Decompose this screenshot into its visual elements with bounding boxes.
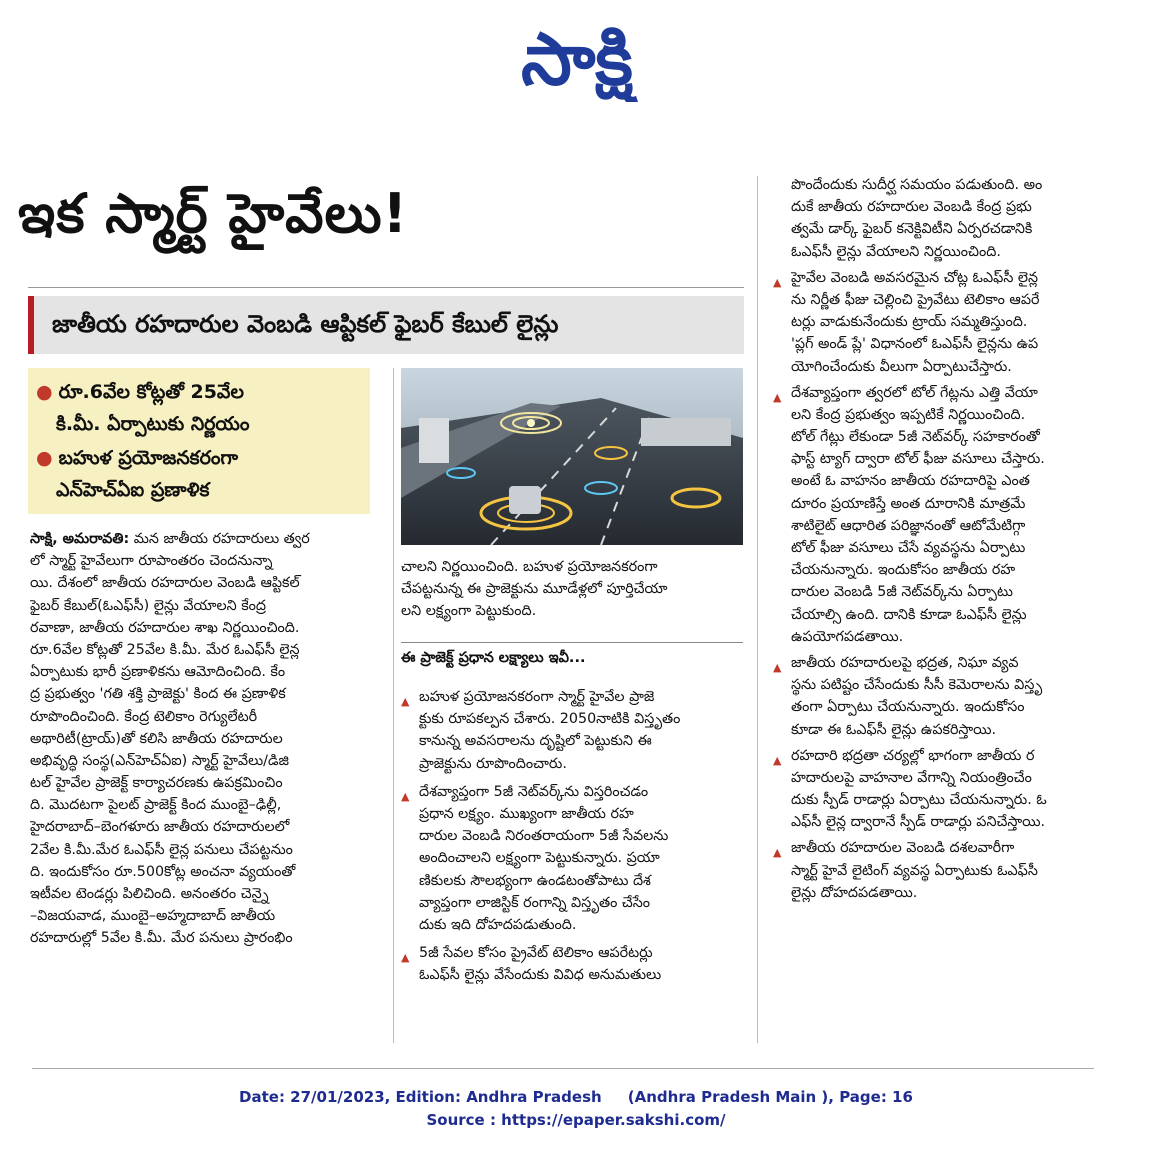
highlight-item: ● రూ.6వేల కోట్లతో 25వేల (36, 381, 244, 403)
article-line: ఇటీవల టెండర్లు పిలిచింది. అనంతరం చెన్నై (30, 886, 269, 902)
article-line: ద్ర ప్రభుత్వం 'గతి శక్తి ప్రాజెక్టు' కింద ఈ ప్రణాళిక (30, 686, 286, 703)
highlight-item-cont: కి.మీ. ఏర్పాటుకు నిర్ణయం (56, 413, 250, 435)
point-item (773, 267, 1125, 378)
article-line: అథారిటీ(ట్రాయ్)తో కలిసి జాతీయ రహదారుల (30, 730, 283, 747)
article-column-3 (773, 174, 1125, 904)
article-column-1 (30, 528, 372, 950)
sakshi-logo-icon (470, 6, 685, 102)
point-item (773, 745, 1125, 834)
goal-line: అందించాలని లక్ష్యంగా పెట్టుకున్నారు. ప్రయా (419, 850, 660, 867)
headline-divider (28, 287, 744, 288)
point-line: టోల్ ఫీజు వసూలు చేసే వ్యవస్థను ఏర్పాటు (791, 540, 1026, 556)
article-line: సాక్షి, అమరావతి: మన జాతీయ రహదారులు త్వర (30, 531, 310, 547)
svg-text:సాక్షి: సాక్షి (521, 17, 633, 101)
triangle-bullet-icon: ▲ (773, 275, 782, 289)
highlight-item: ● బహుళ ప్రయోజనకరంగా (36, 447, 238, 469)
column-divider (393, 368, 394, 1043)
article-line: అభివృద్ధి సంస్థ(ఎన్‌హెచ్‌ఏఐ) స్మార్ట్ హైవేలు/డిజి (30, 752, 290, 769)
goal-line: బహుళ ప్రయోజనకరంగా స్మార్ట్ హైవేల ప్రాజె (419, 689, 655, 705)
article-line: –విజయవాడ, ముంబై–అహ్మదాబాద్ జాతీయ (30, 908, 276, 925)
goal-line: ఓఎఫ్‌సీ లైన్లు వేసేందుకు వివిధ అనుమతులు (419, 967, 662, 984)
highlight-item-cont: ఎన్‌హెచ్‌ఏఐ ప్రణాళిక (56, 479, 210, 501)
point-line: లని కేంద్ర ప్రభుత్వం ఇప్పటికే నిర్ణయించింది. (791, 406, 1026, 423)
point-line: ను నిర్ణీత ఫీజు చెల్లించి ప్రైవేటు టెలికాం ఆపరే (791, 291, 1040, 308)
point-line: హదారులపై వాహనాల వేగాన్ని నియంత్రించేం (791, 769, 1032, 786)
point-item (773, 652, 1125, 741)
article-line: టల్ హైవేల ప్రాజెక్ట్ కార్యాచరణకు ఉపక్రమించిం (30, 775, 283, 792)
article-line: దుకే జాతీయ రహదారుల వెంబడి కేంద్ర ప్రభు (791, 199, 1032, 216)
point-line: టోల్ గేట్లు లేకుండా 5జీ నెట్‌వర్క్ సహకారంతో (791, 429, 1040, 446)
article-line: లని లక్ష్యంగా పెట్టుకుంది. (401, 603, 537, 620)
point-line: లైన్లు దోహదపడతాయి. (791, 884, 918, 901)
article-line: ది. మొదటగా పైలట్ ప్రాజెక్ట్ కింద ముంబై–ఢిల్లీ, (30, 797, 282, 814)
triangle-bullet-icon: ▲ (773, 660, 782, 674)
point-line: ఫాస్ట్ ట్యాగ్ ద్వారా టోల్ ఫీజు వసూలు చేస్తారు. (791, 451, 1045, 468)
subheadline: జాతీయ రహదారుల వెంబడి ఆప్టికల్ ఫైబర్ కేబుల్ లైన్లు (52, 310, 559, 338)
goal-line: వ్యాప్తంగా లాజిస్టిక్ రంగాన్ని విస్తృతం చేసేం (419, 894, 651, 911)
masthead-logo (470, 6, 685, 102)
point-item (773, 837, 1125, 904)
goal-line: దేశవ్యాప్తంగా 5జీ నెట్‌వర్క్‌ను విస్తరించడం (419, 783, 649, 800)
article-line: త్వమే డార్క్ ఫైబర్ కనెక్టివిటీని ఏర్పరచడానికి (791, 221, 1033, 238)
goal-line: ప్రధాన లక్ష్యం. ముఖ్యంగా జాతీయ రహ (419, 805, 634, 822)
article-line: ఓఎఫ్‌సీ లైన్లు వేయాలని నిర్ణయించింది. (791, 243, 1001, 260)
goal-line: దారుల వెంబడి నిరంతరాయంగా 5జీ సేవలను (419, 828, 669, 845)
point-item (773, 382, 1125, 648)
point-line: 'ప్లగ్ అండ్ ప్లే' విధానంలో ఓఎఫ్‌సీ లైన్లను ఉప (791, 336, 1039, 353)
bullet-icon: ● (36, 381, 53, 403)
point-line: ఉపయోగపడతాయి. (791, 628, 904, 645)
point-line: దూరం ప్రయాణిస్తే అంత దూరానికి మాత్రమే (791, 495, 1026, 512)
article-line: యి. దేశంలో జాతీయ రహదారుల వెంబడి ఆప్టికల్ (30, 575, 300, 592)
point-line: తంగా ఏర్పాటు చేయనున్నారు. ఇందుకోసం (791, 699, 1025, 716)
article-line: రూ.6వేల కోట్లతో 25వేల కి.మీ. మేర ఓఎఫ్‌సీ లైన్ల (30, 641, 300, 658)
point-line: రహదారి భద్రతా చర్యల్లో భాగంగా జాతీయ ర (791, 747, 1035, 764)
headline: ఇక స్మార్ట్ హైవేలు! (18, 182, 409, 245)
point-line: చేయాల్సి ఉంది. దానికి కూడా ఓఎఫ్‌సీ లైన్లు (791, 606, 1027, 623)
triangle-bullet-icon: ▲ (401, 789, 410, 803)
column3-intro (773, 174, 1125, 263)
article-line: 2వేల కి.మీ.మేర ఓఎఫ్‌సీ లైన్ల పనులు చేపట్టనుం (30, 841, 293, 858)
dateline: సాక్షి, అమరావతి: (30, 531, 130, 547)
point-line: అంటే ఓ వాహనం జాతీయ రహదారిపై ఎంత (791, 473, 1030, 490)
smart-highway-image-icon (401, 368, 743, 545)
point-line: స్మార్ట్ హైవే లైటింగ్ వ్యవస్థ ఏర్పాటుకు ఓఎఫ్‌సీ (791, 862, 1038, 879)
goal-line: క్టుకు రూపకల్పన చేశారు. 2050నాటికి విస్తృతం (419, 711, 681, 728)
article-line: రవాణా, జాతీయ రహదారుల శాఖ నిర్ణయించింది. (30, 619, 300, 636)
article-line: ఫైబర్ కేబుల్(ఓఎఫ్‌సీ) లైన్లు వేయాలని కేంద్ర (30, 597, 267, 614)
article-line: ది. ఇందుకోసం రూ.500కోట్ల అంచనా వ్యయంతో (30, 863, 296, 880)
triangle-bullet-icon: ▲ (773, 753, 782, 767)
article-line: రహదారుల్లో 5వేల కి.మీ. మేర పనులు ప్రారంభిం (30, 930, 293, 947)
point-line: యోగించేందుకు వీలుగా ఏర్పాటుచేస్తారు. (791, 358, 1012, 375)
footer-source-link[interactable]: Source : https://epaper.sakshi.com/ (426, 1111, 726, 1129)
goal-item (401, 942, 743, 986)
triangle-bullet-icon: ▲ (401, 951, 410, 965)
point-line: చేయనున్నారు. ఇందుకోసం జాతీయ రహ (791, 562, 1016, 579)
column-divider (757, 176, 758, 1043)
goals-list (401, 686, 743, 986)
point-line: జాతీయ రహదారులపై భద్రత, నిఘా వ్యవ (791, 654, 1019, 671)
article-line: హైదరాబాద్–బెంగళూరు జాతీయ రహదారులలో (30, 819, 290, 836)
point-line: జాతీయ రహదారుల వెంబడి దశలవారీగా (791, 840, 1015, 857)
bullet-icon: ● (36, 447, 53, 469)
article-line: రూపొందించింది. కేంద్ర టెలికాం రెగ్యులేటరీ (30, 708, 258, 725)
triangle-bullet-icon: ▲ (773, 846, 782, 860)
goal-line: దుకు ఇది దోహదపడుతుంది. (419, 916, 577, 933)
goals-divider (401, 642, 743, 643)
goal-item (401, 781, 743, 936)
goals-title: ఈ ప్రాజెక్ట్ ప్రధాన లక్ష్యాలు ఇవీ... (401, 650, 586, 666)
highlights-box (28, 368, 370, 514)
point-line: ఎఫ్‌సీ లైన్ల ద్వారానే స్పీడ్ రాడార్లు పనిచేస్తాయి. (791, 814, 1046, 831)
smart-highway-image (401, 368, 743, 545)
triangle-bullet-icon: ▲ (773, 390, 782, 404)
goal-line: ప్రాజెక్టును రూపొందించారు. (419, 755, 567, 772)
article-line: ఏర్పాటుకు భారీ ప్రణాళికను ఆమోదించింది. కేం (30, 664, 286, 681)
goal-line: ణికులకు సౌలభ్యంగా ఉండటంతోపాటు దేశ (419, 872, 651, 889)
goal-item (401, 686, 743, 775)
article-line: చాలని నిర్ణయించింది. బహుళ ప్రయోజనకరంగా (401, 559, 658, 575)
article-line: లో స్మార్ట్ హైవేలుగా రూపాంతరం చెందనున్నా (30, 553, 273, 570)
point-line: స్థను పటిష్టం చేసేందుకు సీసీ కెమెరాలను విస్తృ (791, 677, 1043, 694)
point-line: హైవేల వెంబడి అవసరమైన చోట్ల ఓఎఫ్‌సీ లైన్ల (791, 269, 1039, 286)
footer-edition-info: Date: 27/01/2023, Edition: Andhra Pradesh (Andhra Pradesh Main ), Page: 16 (239, 1088, 913, 1106)
point-line: దేశవ్యాప్తంగా త్వరలో టోల్ గేట్లను ఎత్తి వేయా (791, 384, 1038, 401)
point-line: దారుల వెంబడి 5జీ నెట్‌వర్క్‌ను ఏర్పాటు (791, 584, 1013, 601)
triangle-bullet-icon: ▲ (401, 695, 410, 708)
point-line: దుకు స్పీడ్ రాడార్లు ఏర్పాటు చేయనున్నారు. ఓ (791, 792, 1047, 809)
point-line: టర్లు వాడుకునేందుకు ట్రాయ్ సమ్మతిస్తుంది. (791, 314, 1028, 331)
footer-divider (32, 1068, 1094, 1069)
goal-line: 5జీ సేవల కోసం ప్రైవేట్ టెలికాం ఆపరేటర్లు (419, 945, 653, 962)
article-line: చేపట్టనున్న ఈ ప్రాజెక్టును మూడేళ్లలో పూర్తిచేయా (401, 581, 668, 598)
point-line: శాటిలైట్ ఆధారిత పరిజ్ఞానంతో ఆటోమేటిగ్గా (791, 517, 1026, 534)
article-line: పొందేందుకు సుదీర్ఘ సమయం పడుతుంది. అం (791, 177, 1043, 193)
point-line: కూడా ఈ ఓఎఫ్‌సీ లైన్లు ఉపకరిస్తాయి. (791, 721, 997, 738)
goal-line: కానున్న అవసరాలను దృష్టిలో పెట్టుకుని ఈ (419, 733, 652, 750)
article-column-2 (401, 556, 743, 623)
